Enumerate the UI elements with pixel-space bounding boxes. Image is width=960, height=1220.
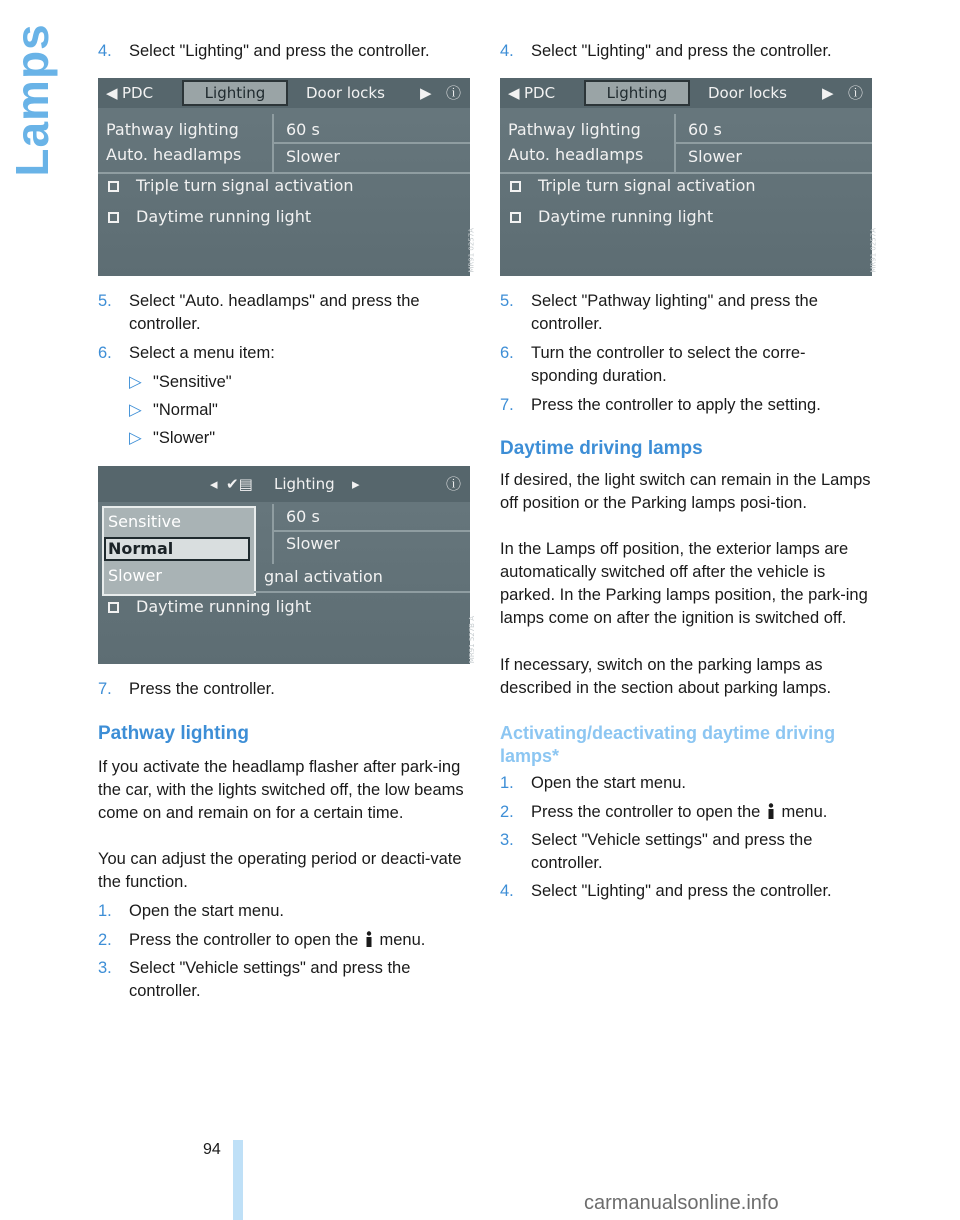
checkbox-icon [108, 212, 119, 223]
heading-pathway-lighting: Pathway lighting [98, 723, 249, 744]
page-number: 94 [203, 1141, 221, 1158]
value-60s: 60 s [286, 120, 320, 139]
check-triple-turn: Triple turn signal activation [136, 176, 354, 195]
figure-code: MR91 527B A [468, 616, 476, 664]
tab-pdc: PDC [524, 84, 556, 102]
section-title: Lamps [6, 23, 58, 177]
page-number-bar [233, 1140, 243, 1220]
check-daytime: Daytime running light [136, 597, 312, 616]
paragraph: If desired, the light switch can remain in the Lamps off position or the Parking lamps posi-tion. [500, 471, 871, 512]
figure-code: MR91 0257A [468, 228, 476, 273]
left-arrow-icon: ◂ [210, 475, 218, 493]
figure-code: MR91 0257A [870, 228, 878, 273]
paragraph: If necessary, switch on the parking lamps as described in the section about parking lamps. [500, 656, 832, 697]
checkbox-icon [108, 181, 119, 192]
check-daytime: Daytime running light [538, 207, 714, 226]
paragraph: You can adjust the operating period or deacti-vate the function. [98, 850, 462, 891]
menu-sensitive: Sensitive [108, 512, 181, 531]
menu-auto-headlamps: Auto. headlamps [106, 145, 242, 164]
paragraph: If you activate the headlamp flasher after park-ing the car, with the lights switched off, the low beams come on and remain on for a certain time. [98, 758, 464, 822]
tab-pdc: PDC [122, 84, 154, 102]
right-arrow-icon: ▶ [822, 84, 834, 102]
info-icon: ⓘ [446, 475, 462, 493]
checkbox-icon [108, 602, 119, 613]
info-i-icon [767, 803, 775, 819]
idrive-screen-lighting [98, 78, 476, 276]
check-triple-turn: Triple turn signal activation [538, 176, 756, 195]
info-icon: ⓘ [848, 84, 864, 102]
screen-tab-bar [500, 78, 872, 108]
check-daytime: Daytime running light [136, 207, 312, 226]
idrive-screen-auto-headlamps [98, 466, 476, 664]
screen-title: Lighting [274, 475, 335, 493]
right-arrow-icon: ▶ [420, 84, 432, 102]
tab-lighting: Lighting [584, 80, 690, 106]
value-60s: 60 s [286, 507, 320, 526]
left-arrow-icon: ◀ [106, 84, 118, 102]
menu-auto-headlamps: Auto. headlamps [508, 145, 644, 164]
checkbox-icon [510, 212, 521, 223]
tab-lighting: Lighting [182, 80, 288, 106]
value-slower: Slower [286, 147, 340, 166]
footer-watermark[interactable]: carmanualsonline.info [584, 1192, 779, 1214]
info-i-icon [365, 931, 373, 947]
value-slower: Slower [688, 147, 742, 166]
idrive-screen-lighting [500, 78, 878, 276]
tab-door-locks: Door locks [708, 84, 787, 102]
value-slower: Slower [286, 534, 340, 553]
tab-door-locks: Door locks [306, 84, 385, 102]
lighting-car-icon: ✔▤ [226, 475, 253, 493]
screen-tab-bar [98, 78, 470, 108]
checkbox-icon [510, 181, 521, 192]
heading-daytime-driving-lamps: Daytime driving lamps [500, 438, 703, 459]
paragraph: In the Lamps off position, the exterior lamps are automatically switched off after the vehicle is parked. In the Parking lamps position, the park-ing lamps come on after the ignition is switched off. [500, 540, 868, 627]
subheading-activating: Activating/deactivating daytime driving lamps* [500, 723, 836, 766]
menu-pathway-lighting: Pathway lighting [508, 120, 641, 139]
section-side-title [6, 20, 58, 180]
menu-pathway-lighting: Pathway lighting [106, 120, 239, 139]
partial-signal-activation: gnal activation [264, 567, 383, 586]
value-60s: 60 s [688, 120, 722, 139]
info-icon: ⓘ [446, 84, 462, 102]
screen-title-bar [98, 466, 470, 502]
menu-slower: Slower [108, 566, 162, 585]
right-arrow-icon: ▸ [352, 475, 360, 493]
left-arrow-icon: ◀ [508, 84, 520, 102]
menu-normal: Normal [108, 539, 174, 558]
